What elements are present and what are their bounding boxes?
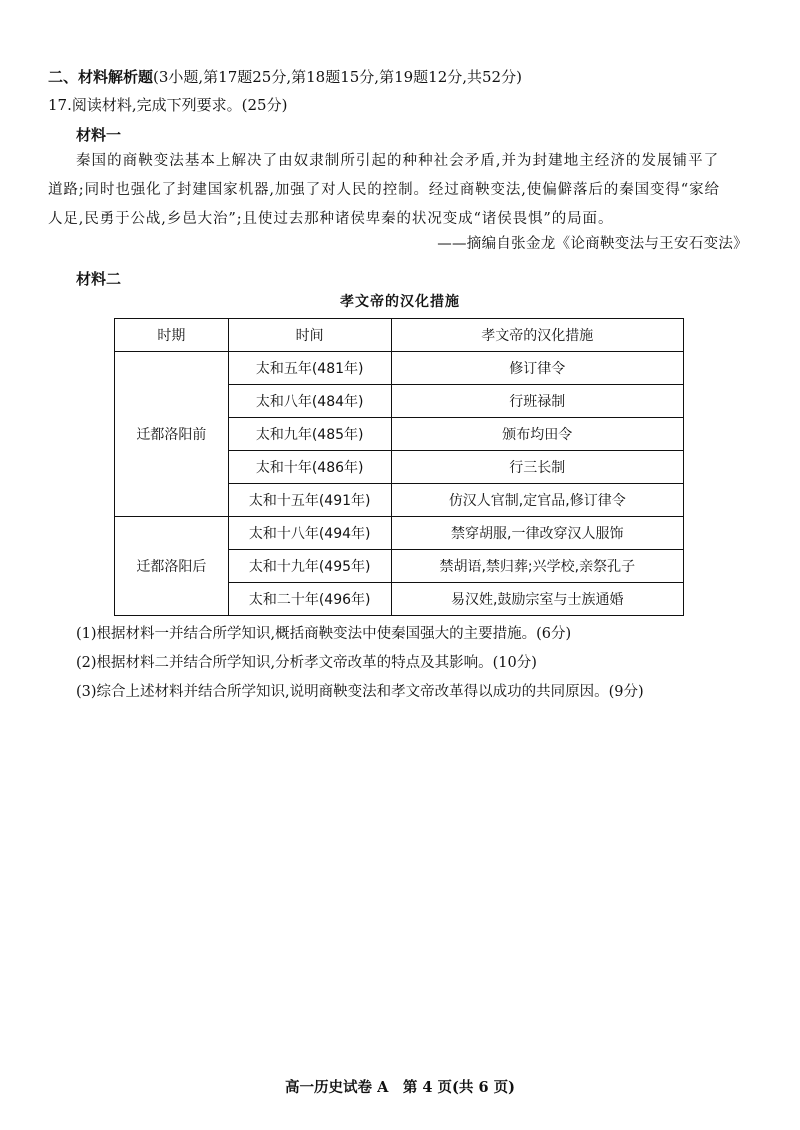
material-1-label: 材料一 [76,126,122,144]
row-measure: 禁胡语,禁归葬;兴学校,亲祭孔子 [391,550,683,583]
row-measure: 行三长制 [391,451,683,484]
row-measure: 禁穿胡服,一律改穿汉人服饰 [391,517,683,550]
row-time: 太和十年(486年) [228,451,391,484]
table-header-row [115,319,684,352]
section-header [48,66,522,87]
header-time: 时间 [228,319,391,352]
material-1-source: ——摘编自张金龙《论商鞅变法与王安石变法》 [437,236,748,252]
row-time: 太和十八年(494年) [228,517,391,550]
row-time: 太和二十年(496年) [228,583,391,616]
row-measure: 行班禄制 [391,385,683,418]
row-time: 太和九年(485年) [228,418,391,451]
material-2-label: 材料二 [76,270,122,288]
row-measure: 修订律令 [391,352,683,385]
row-time: 太和十五年(491年) [228,484,391,517]
row-measure: 仿汉人官制,定官品,修订律令 [391,484,683,517]
sub-question-2: (2)根据材料二并结合所学知识,分析孝文帝改革的特点及其影响。(10分) [76,655,537,671]
row-time: 太和十九年(495年) [228,550,391,583]
row-measure: 易汉姓,鼓励宗室与士族通婚 [391,583,683,616]
row-time: 太和五年(481年) [228,352,391,385]
material-1-line-2: 道路;同时也强化了封建国家机器,加强了对人民的控制。经过商鞅变法,使偏僻落后的秦国变得“家给 [48,182,720,198]
table-row [115,517,684,550]
question-17-title: 17.阅读材料,完成下列要求。(25分) [48,96,288,114]
row-time: 太和八年(484年) [228,385,391,418]
header-measure: 孝文帝的汉化措施 [391,319,683,352]
material-1-line-3: 人足,民勇于公战,乡邑大治”;且使过去那种诸侯卑秦的状况变成“诸侯畏惧”的局面。 [48,211,614,227]
header-period: 时期 [115,319,229,352]
section-detail: (3小题,第17题25分,第18题15分,第19题12分,共52分) [153,68,522,86]
reform-measures-table [114,318,684,616]
row-measure: 颁布均田令 [391,418,683,451]
material-1-line-1: 秦国的商鞅变法基本上解决了由奴隶制所引起的种种社会矛盾,并为封建地主经济的发展铺平了 [76,153,720,169]
period-before-relocation: 迁都洛阳前 [115,352,229,517]
table-row [115,352,684,385]
period-after-relocation: 迁都洛阳后 [115,517,229,616]
sub-question-3: (3)综合上述材料并结合所学知识,说明商鞅变法和孝文帝改革得以成功的共同原因。(9分) [76,684,644,700]
sub-question-1: (1)根据材料一并结合所学知识,概括商鞅变法中使秦国强大的主要措施。(6分) [76,626,572,642]
table-caption: 孝文帝的汉化措施 [340,294,460,310]
section-title: 二、材料解析题 [48,68,154,86]
page-footer: 高一历史试卷 A 第 4 页(共 6 页) [285,1079,515,1096]
